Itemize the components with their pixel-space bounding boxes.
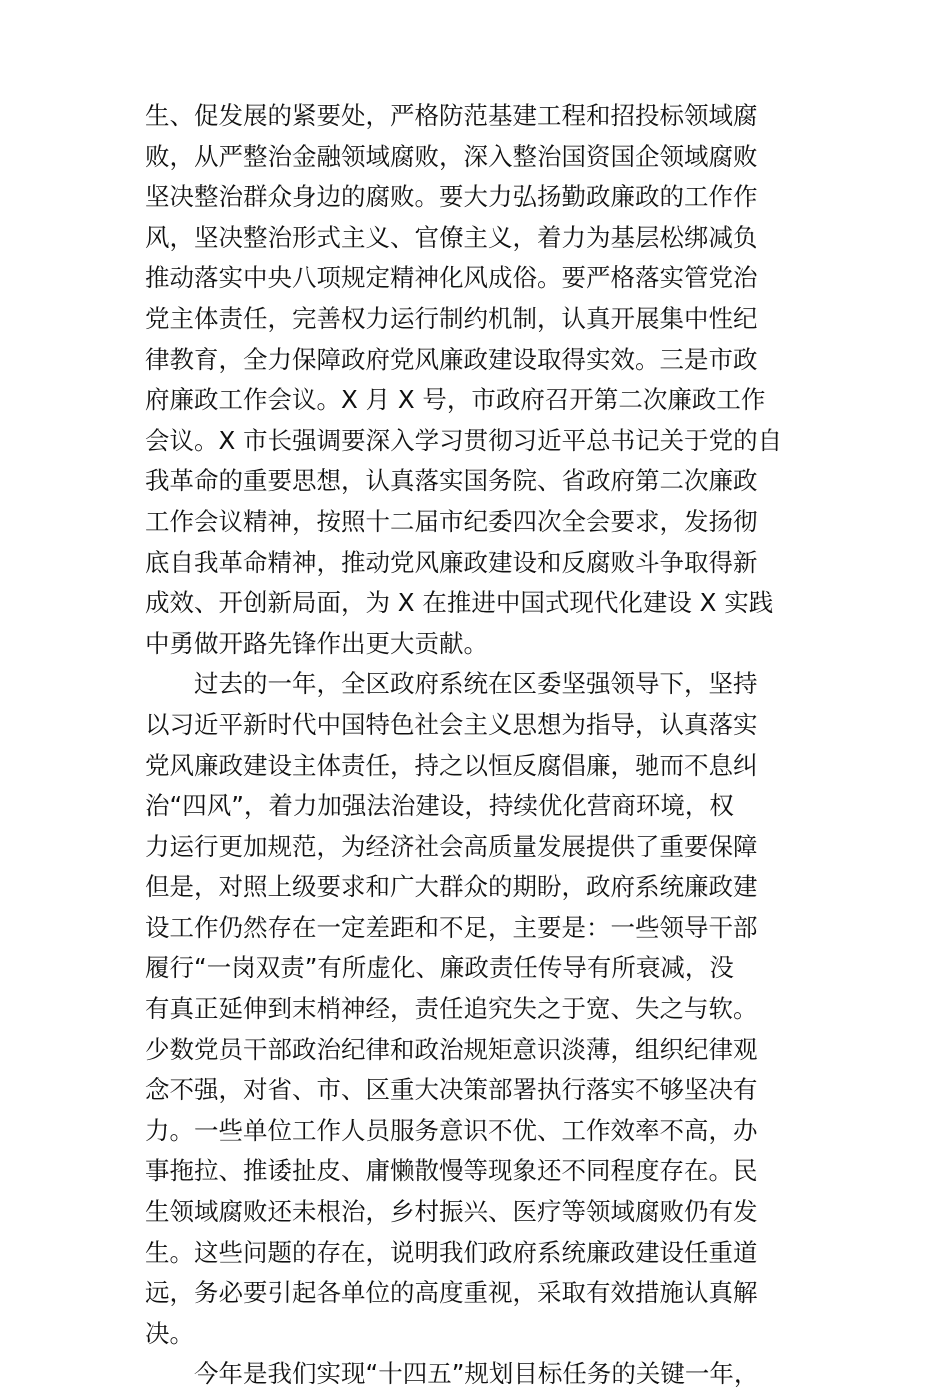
- text-line: 生、促发展的紧要处，严格防范基建工程和招投标领域腐: [145, 101, 758, 130]
- text-line: 党主体责任，完善权力运行制约机制，认真开展集中性纪: [145, 303, 758, 333]
- text-line: 少数党员干部政治纪律和政治规矩意识淡薄，组织纪律观: [145, 1034, 758, 1064]
- paragraph-start-line: 过去的一年，全区政府系统在区委坚强领导下，坚持: [194, 669, 758, 699]
- text-line: 念不强，对省、市、区重大决策部署执行落实不够坚决有: [145, 1075, 758, 1105]
- text-line: 远，务必要引起各单位的高度重视，采取有效措施认真解: [145, 1278, 758, 1308]
- text-line: 坚决整治群众身边的腐败。要大力弘扬勤政廉政的工作作: [145, 182, 758, 212]
- text-line: 但是，对照上级要求和广大群众的期盼，政府系统廉政建: [145, 872, 758, 902]
- text-line: 决。: [145, 1318, 194, 1348]
- text-line: 事拖拉、推诿扯皮、庸懒散慢等现象还不同程度存在。民: [145, 1156, 758, 1186]
- text-line: 中勇做开路先锋作出更大贡献。: [145, 628, 488, 658]
- text-line: 我革命的重要思想，认真落实国务院、省政府第二次廉政: [145, 466, 758, 496]
- text-line: 推动落实中央八项规定精神化风成俗。要严格落实管党治: [145, 263, 758, 293]
- text-line: 成效、开创新局面，为 X 在推进中国式现代化建设 X 实践: [145, 588, 774, 618]
- text-line: 以习近平新时代中国特色社会主义思想为指导，认真落实: [145, 709, 758, 739]
- text-line: 有真正延伸到末梢神经，责任追究失之于宽、失之与软。: [145, 994, 758, 1024]
- document-body: [145, 96, 815, 1395]
- text-line: 力运行更加规范，为经济社会高质量发展提供了重要保障: [145, 831, 758, 861]
- text-line: 风，坚决整治形式主义、官僚主义，着力为基层松绑减负: [145, 222, 758, 252]
- text-line: 设工作仍然存在一定差距和不足，主要是：一些领导干部: [145, 912, 758, 942]
- text-line: 党风廉政建设主体责任，持之以恒反腐倡廉，驰而不息纠: [145, 750, 758, 780]
- text-line: 败，从严整治金融领域腐败，深入整治国资国企领域腐败: [145, 141, 758, 171]
- text-line: 治“四风”，着力加强法治建设，持续优化营商环境，权: [145, 791, 734, 821]
- text-line: 府廉政工作会议。X 月 X 号，市政府召开第二次廉政工作: [145, 385, 766, 415]
- text-line: 生领域腐败还未根治，乡村振兴、医疗等领域腐败仍有发: [145, 1197, 758, 1227]
- text-line: 力。一些单位工作人员服务意识不优、工作效率不高，办: [145, 1115, 758, 1145]
- text-line: 生。这些问题的存在，说明我们政府系统廉政建设任重道: [145, 1237, 758, 1267]
- text-line: 工作会议精神，按照十二届市纪委四次全会要求，发扬彻: [145, 506, 758, 536]
- text-line: 会议。X 市长强调要深入学习贯彻习近平总书记关于党的自: [145, 425, 783, 455]
- text-line: 履行“一岗双责”有所虚化、廉政责任传导有所衰减，没: [145, 953, 734, 983]
- text-line: 律教育，全力保障政府党风廉政建设取得实效。三是市政: [145, 344, 758, 374]
- paragraph-start-line: 今年是我们实现“十四五”规划目标任务的关键一年，: [194, 1359, 759, 1389]
- text-line: 底自我革命精神，推动党风廉政建设和反腐败斗争取得新: [145, 547, 758, 577]
